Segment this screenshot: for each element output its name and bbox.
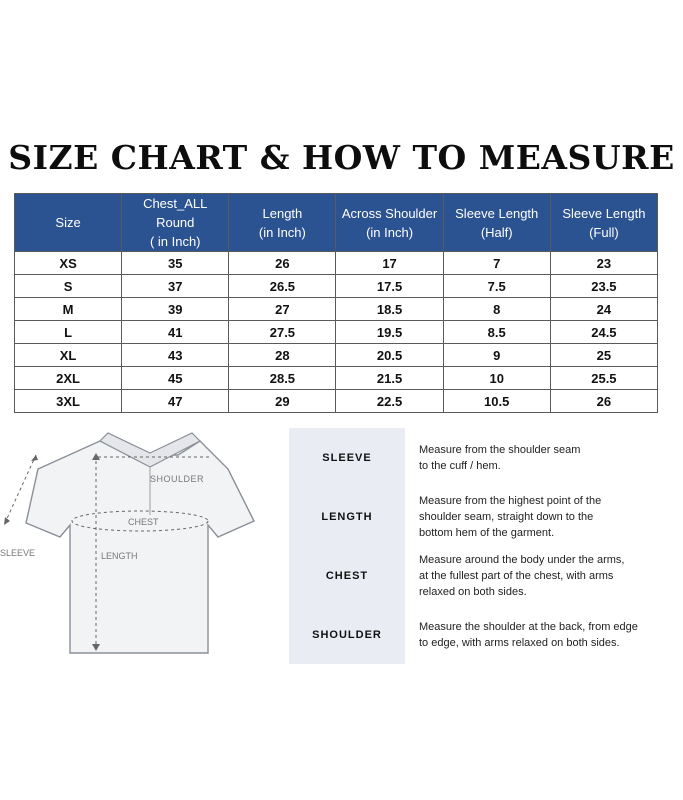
measurement-cell: 37 — [122, 275, 229, 298]
size-cell: M — [15, 298, 122, 321]
measurement-cell: 23.5 — [550, 275, 657, 298]
column-header — [443, 194, 550, 252]
guide-label: LENGTH — [289, 487, 405, 546]
shirt-diagram — [0, 425, 290, 665]
measurement-cell: 21.5 — [336, 367, 443, 390]
guide-label: SLEEVE — [289, 428, 405, 487]
table-row — [15, 390, 658, 413]
measurement-cell: 10.5 — [443, 390, 550, 413]
measurement-cell: 8.5 — [443, 321, 550, 344]
measurement-cell: 35 — [122, 252, 229, 275]
table-row — [15, 344, 658, 367]
measurement-cell: 10 — [443, 367, 550, 390]
column-header-text: Sleeve Length — [455, 205, 539, 221]
column-header-text: Length — [262, 205, 303, 221]
measurement-cell: 29 — [229, 390, 336, 413]
guide-label: SHOULDER — [289, 605, 405, 664]
measurement-cell: 47 — [122, 390, 229, 413]
length-label: LENGTH — [101, 551, 138, 561]
guide-description — [405, 619, 680, 651]
column-header-text: (Half) — [480, 224, 513, 240]
measurement-cell: 25.5 — [550, 367, 657, 390]
measurement-cell: 18.5 — [336, 298, 443, 321]
measurement-cell: 23 — [550, 252, 657, 275]
guide-description-line: at the fullest part of the chest, with arms — [419, 569, 614, 582]
column-header-text: ( in Inch) — [149, 234, 201, 249]
guide-description-line: bottom hem of the garment. — [419, 526, 555, 539]
measurement-cell: 43 — [122, 344, 229, 367]
column-header-text: Chest_ALL Round — [143, 196, 208, 230]
guide-description-line: to edge, with arms relaxed on both sides. — [419, 636, 620, 649]
size-cell: S — [15, 275, 122, 298]
size-cell: XL — [15, 344, 122, 367]
guide-description — [405, 552, 680, 600]
column-header — [229, 194, 336, 252]
guide-description-line: shoulder seam, straight down to the — [419, 510, 594, 523]
guide-description-line: Measure from the highest point of the — [419, 494, 602, 507]
measurement-cell: 17.5 — [336, 275, 443, 298]
measurement-cell: 17 — [336, 252, 443, 275]
guide-row — [289, 428, 680, 487]
column-header-text: Size — [55, 215, 81, 230]
column-header — [122, 194, 229, 252]
table-row — [15, 252, 658, 275]
measurement-cell: 25 — [550, 344, 657, 367]
measurement-cell: 7.5 — [443, 275, 550, 298]
guide-label: CHEST — [289, 546, 405, 605]
table-row — [15, 298, 658, 321]
measurement-cell: 9 — [443, 344, 550, 367]
table-row — [15, 367, 658, 390]
table-row — [15, 321, 658, 344]
measurement-cell: 22.5 — [336, 390, 443, 413]
measurement-cell: 20.5 — [336, 344, 443, 367]
measurement-cell: 39 — [122, 298, 229, 321]
guide-description-line: relaxed on both sides. — [419, 585, 527, 598]
table-body — [15, 252, 658, 413]
column-header-text: (in Inch) — [258, 224, 306, 240]
size-cell: 3XL — [15, 390, 122, 413]
guide-row — [289, 605, 680, 664]
guide-description — [405, 442, 680, 474]
column-header-text: Across Shoulder — [341, 205, 438, 221]
sleeve-label: SLEEVE — [0, 548, 36, 558]
size-table — [14, 193, 658, 413]
measurement-cell: 27.5 — [229, 321, 336, 344]
table-header-row — [15, 194, 658, 252]
measurement-cell: 7 — [443, 252, 550, 275]
guide-row — [289, 546, 680, 605]
measurement-cell: 26 — [229, 252, 336, 275]
column-header-text: (Full) — [589, 224, 619, 240]
column-header-text: (in Inch) — [366, 224, 414, 240]
column-header-text: Sleeve Length — [562, 205, 646, 221]
column-header — [336, 194, 443, 252]
measurement-cell: 26 — [550, 390, 657, 413]
size-cell: 2XL — [15, 367, 122, 390]
shirt-outline — [26, 441, 254, 653]
size-cell: XS — [15, 252, 122, 275]
page-title: SIZE CHART & HOW TO MEASURE — [8, 138, 675, 177]
guide-description-line: to the cuff / hem. — [419, 459, 501, 472]
measurement-cell: 24.5 — [550, 321, 657, 344]
guide-description — [405, 493, 680, 541]
measure-guide — [289, 428, 680, 664]
measurement-cell: 41 — [122, 321, 229, 344]
column-header — [550, 194, 657, 252]
shoulder-label: SHOULDER — [150, 474, 205, 484]
measurement-cell: 45 — [122, 367, 229, 390]
table-row — [15, 275, 658, 298]
guide-row — [289, 487, 680, 546]
measurement-cell: 26.5 — [229, 275, 336, 298]
chest-label: CHEST — [128, 517, 159, 527]
measurement-cell: 28.5 — [229, 367, 336, 390]
size-cell: L — [15, 321, 122, 344]
measurement-cell: 28 — [229, 344, 336, 367]
measurement-cell: 27 — [229, 298, 336, 321]
guide-description-line: Measure around the body under the arms, — [419, 553, 625, 566]
measurement-cell: 8 — [443, 298, 550, 321]
measurement-cell: 19.5 — [336, 321, 443, 344]
guide-description-line: Measure from the shoulder seam — [419, 443, 581, 456]
column-header — [15, 194, 122, 252]
measurement-cell: 24 — [550, 298, 657, 321]
guide-description-line: Measure the shoulder at the back, from edge — [419, 620, 638, 633]
